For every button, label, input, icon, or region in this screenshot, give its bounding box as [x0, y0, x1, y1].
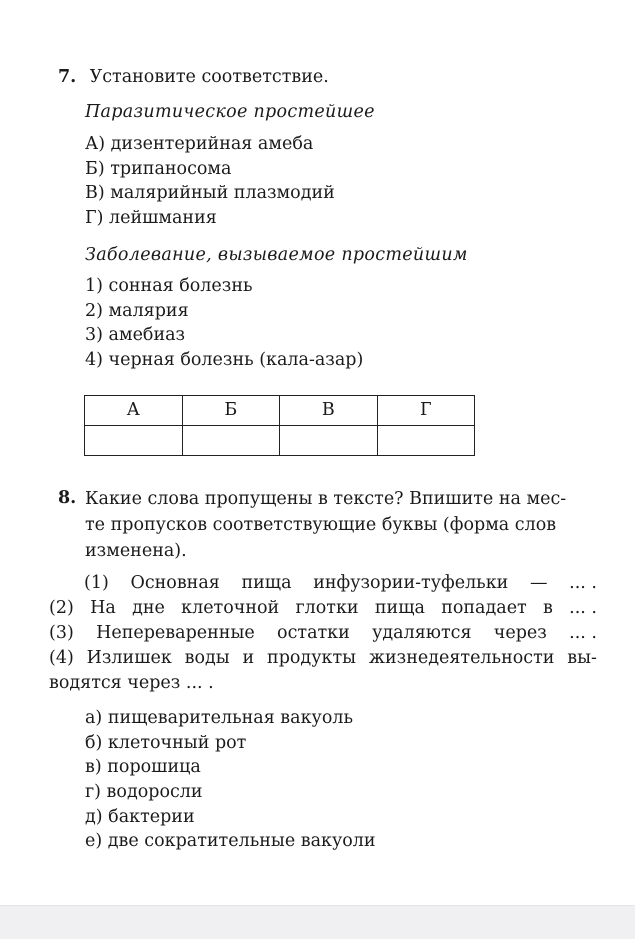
gap-line-1 — [49, 571, 597, 596]
gap-word: дне — [132, 598, 165, 618]
right-column-heading: Заболевание, вызываемое простейшим — [85, 245, 468, 265]
gap-word: глотки — [295, 598, 359, 618]
gap-word: (4) — [49, 648, 74, 668]
list-item: Б) трипаносома — [85, 158, 232, 179]
gap-word: Излишек — [86, 648, 172, 668]
gap-line-4 — [49, 646, 597, 671]
list-item: г) водоросли — [85, 782, 203, 803]
gap-word: клеточной — [181, 598, 280, 618]
answer-cell[interactable] — [280, 426, 378, 456]
answer-table-header-row — [85, 396, 475, 426]
list-item: 2) малярия — [85, 300, 189, 321]
list-item: В) малярийный плазмодий — [85, 183, 335, 203]
question-7-header — [58, 65, 598, 90]
list-item: 1) сонная болезнь — [85, 276, 253, 296]
question-8-text-line: Какие слова пропущены в тексте? Впишите на мес- — [85, 489, 567, 509]
answer-options-list — [85, 706, 376, 854]
gap-word: продукты — [267, 648, 357, 668]
bottom-bar — [0, 905, 635, 939]
question-8-text-line: те пропусков соответствующие буквы (форма слов — [85, 515, 557, 535]
gap-text — [49, 571, 597, 696]
gap-word: водятся через ... . — [49, 673, 214, 693]
gap-word: попадает — [441, 598, 527, 618]
question-8-number: 8. — [58, 488, 77, 508]
gap-word: остатки — [277, 623, 350, 643]
gap-line-3 — [49, 621, 597, 646]
gap-word: вы- — [567, 648, 597, 668]
answer-column-header: Г — [377, 396, 475, 426]
answer-column-header: Б — [182, 396, 280, 426]
gap-word: пища — [241, 573, 292, 593]
gap-word: в — [543, 598, 553, 618]
gap-word: — — [529, 573, 548, 593]
answer-cell[interactable] — [377, 426, 475, 456]
gap-blank: ... . — [569, 598, 597, 618]
answer-cell[interactable] — [182, 426, 280, 456]
answer-table — [84, 395, 475, 456]
list-item: Г) лейшмания — [85, 207, 217, 228]
gap-word: (3) — [49, 623, 74, 643]
gap-word: (1) — [84, 573, 109, 593]
question-8-text-line: изменена). — [85, 541, 187, 561]
gap-word: через — [493, 623, 547, 643]
question-8-text — [85, 486, 597, 564]
gap-blank: ... . — [569, 623, 597, 643]
gap-word: (2) — [49, 598, 74, 618]
answer-column-header: В — [280, 396, 378, 426]
list-item: в) порошица — [85, 757, 201, 778]
list-item: 4) черная болезнь (кала-азар) — [85, 349, 364, 370]
answer-table-input-row — [85, 426, 475, 456]
list-item: А) дизентерийная амеба — [85, 134, 314, 154]
gap-word: На — [90, 598, 116, 618]
gap-word: воды — [184, 648, 230, 668]
disease-list — [85, 274, 363, 372]
answer-cell[interactable] — [85, 426, 183, 456]
left-column-heading: Паразитическое простейшее — [85, 102, 375, 122]
gap-word: инфузории-туфельки — [313, 573, 509, 593]
gap-word: Основная — [130, 573, 220, 593]
list-item: е) две сократительные вакуоли — [85, 831, 376, 852]
gap-word: удаляются — [372, 623, 472, 643]
question-7-number: 7. — [58, 67, 77, 87]
gap-word: пища — [374, 598, 425, 618]
gap-word: Непереваренные — [96, 623, 255, 643]
gap-line-5 — [49, 671, 597, 696]
answer-column-header: А — [85, 396, 183, 426]
list-item: а) пищеварительная вакуоль — [85, 708, 354, 728]
parasite-list — [85, 132, 335, 230]
gap-word: жизнедеятельности — [368, 648, 555, 668]
gap-line-2 — [49, 596, 597, 621]
list-item: б) клеточный рот — [85, 732, 247, 753]
gap-blank: ... . — [569, 573, 597, 593]
list-item: 3) амебиаз — [85, 325, 186, 345]
question-7-title: Установите соответствие. — [89, 67, 329, 87]
list-item: д) бактерии — [85, 806, 195, 827]
gap-word: и — [242, 648, 255, 668]
